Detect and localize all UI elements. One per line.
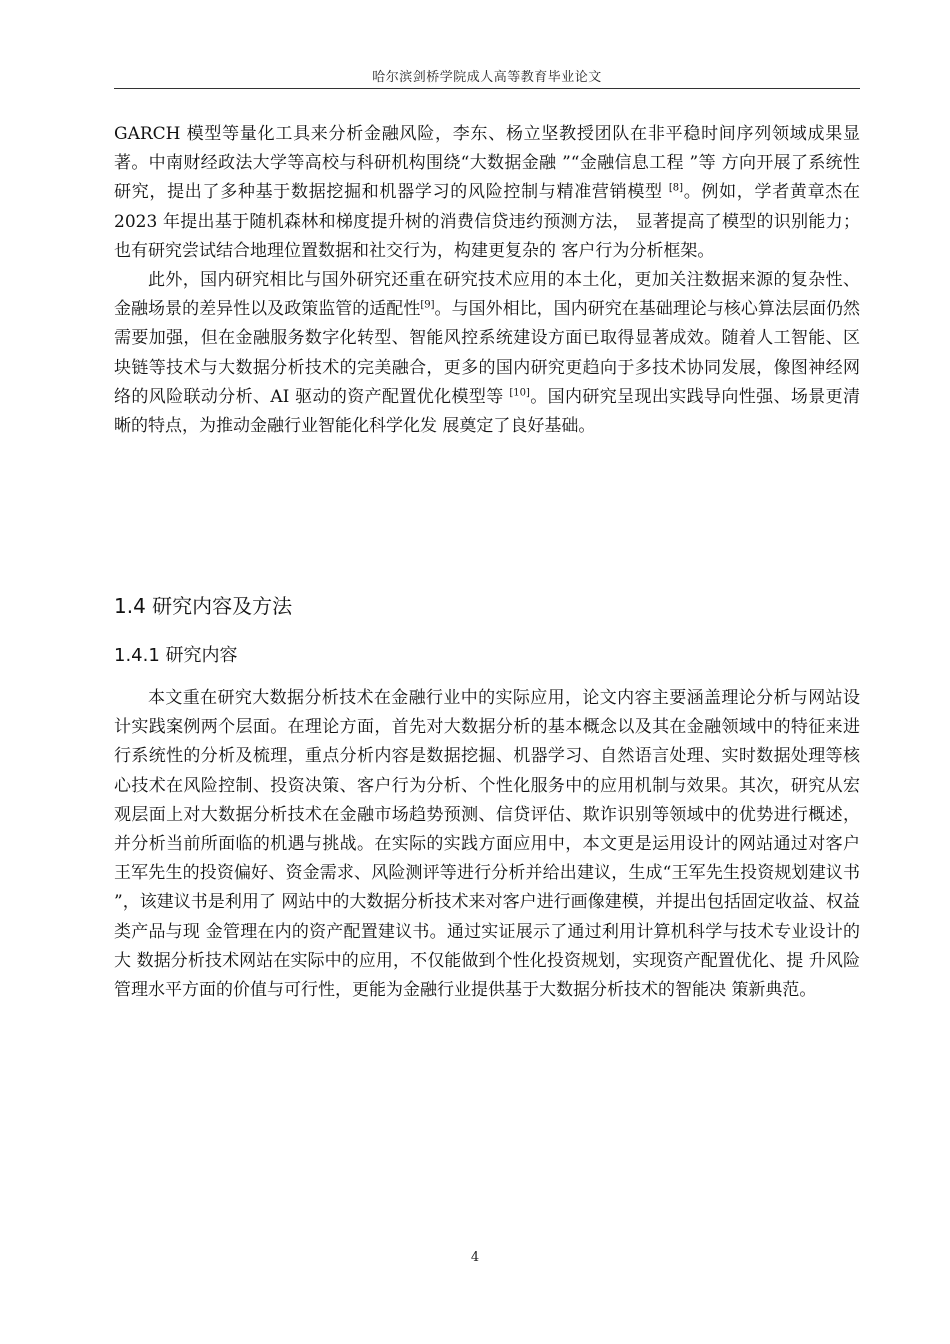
paragraph-2-text-a: 此外，国内研究相比与国外研究还重在研究技术应用的本土化，更加关注数据来源的复杂性、金融场景的差异性以及政策监管的适配性 xyxy=(114,270,860,320)
paragraph-2-text-b: 。与国外相比，国内研究在基础理论与核心算法层面仍然需要加强，但在金融服务数字化转型、智能风控系统建设方面已取得显著成效。随着人工智能、区块链等技术与大数据分析技术的完美融合，更多的国内研究更趋向于多技术协同发展，像图神经网络的风险联动分析、AI 驱动的资产配置优化模型等 xyxy=(114,299,861,407)
subsection-heading: 1.4.1 研究内容 xyxy=(114,645,238,666)
paragraph-2 xyxy=(114,266,860,441)
paragraph-1-text-a: GARCH 模型等量化工具来分析金融风险，李东、杨立坚教授团队在非平稳时间序列领域成果显著。中南财经政法大学等高校与科研机构围绕“大数据金融 ”“金融信息工程 ”等 方向开展了系统性研究，提出了多种基于数据挖掘和机器学习的风险控制与精准营销模型 xyxy=(114,124,860,203)
header-rule xyxy=(114,88,860,89)
body-text-top xyxy=(114,120,860,441)
paragraph-1 xyxy=(114,120,860,266)
citation-10: [10] xyxy=(509,387,530,399)
citation-9: [9] xyxy=(420,299,435,311)
section-heading: 1.4 研究内容及方法 xyxy=(114,594,293,618)
paragraph-3: 本文重在研究大数据分析技术在金融行业中的实际应用，论文内容主要涵盖理论分析与网站设计实践案例两个层面。在理论方面，首先对大数据分析的基本概念以及其在金融领域中的特征来进行系统性的分析及梳理，重点分析内容是数据挖掘、机器学习、自然语言处理、实时数据处理等核心技术在风险控制、投资决策、客户行为分析、个性化服务中的应用机制与效果。其次，研究从宏观层面上对大数据分析技术在金融市场趋势预测、信贷评估、欺诈识别等领域中的优势进行概述，并分析当前所面临的机遇与挑战。在实际的实践方面应用中，本文更是运用设计的网站通过对客户王军先生的投资偏好、资金需求、风险测评等进行分析并给出建议，生成“王军先生投资规划建议书 ”，该建议书是利用了 网站中的大数据分析技术来对客户进行画像建模，并提出包括固定收益、权益类产品与现 金管理在内的资产配置建议书。通过实证展示了通过利用计算机科学与技术专业设计的大 数据分析技术网站在实际中的应用，不仅能做到个性化投资规划，实现资产配置优化、提 升风险管理水平方面的价值与可行性，更能为金融行业提供基于大数据分析技术的智能决 策新典范。 xyxy=(114,688,860,1001)
running-header: 哈尔滨剑桥学院成人高等教育毕业论文 xyxy=(372,70,602,85)
paragraph-2-text-c: 。国内研究呈现出实践导向性强、场景更清晰的特点，为推动金融行业智能化科学化发 展奠定了良好基础。 xyxy=(114,386,860,437)
body-text-bottom xyxy=(114,684,860,1005)
citation-8: [8] xyxy=(668,182,683,194)
page-number: 4 xyxy=(470,1250,480,1265)
paragraph-1-text-b: 。例如，学者黄章杰在 2023 年提出基于随机森林和梯度提升树的消费信贷违约预测方法， 显著提高了模型的识别能力；也有研究尝试结合地理位置数据和社交行为，构建更复杂的 客户行为分析框架。 xyxy=(114,182,861,261)
